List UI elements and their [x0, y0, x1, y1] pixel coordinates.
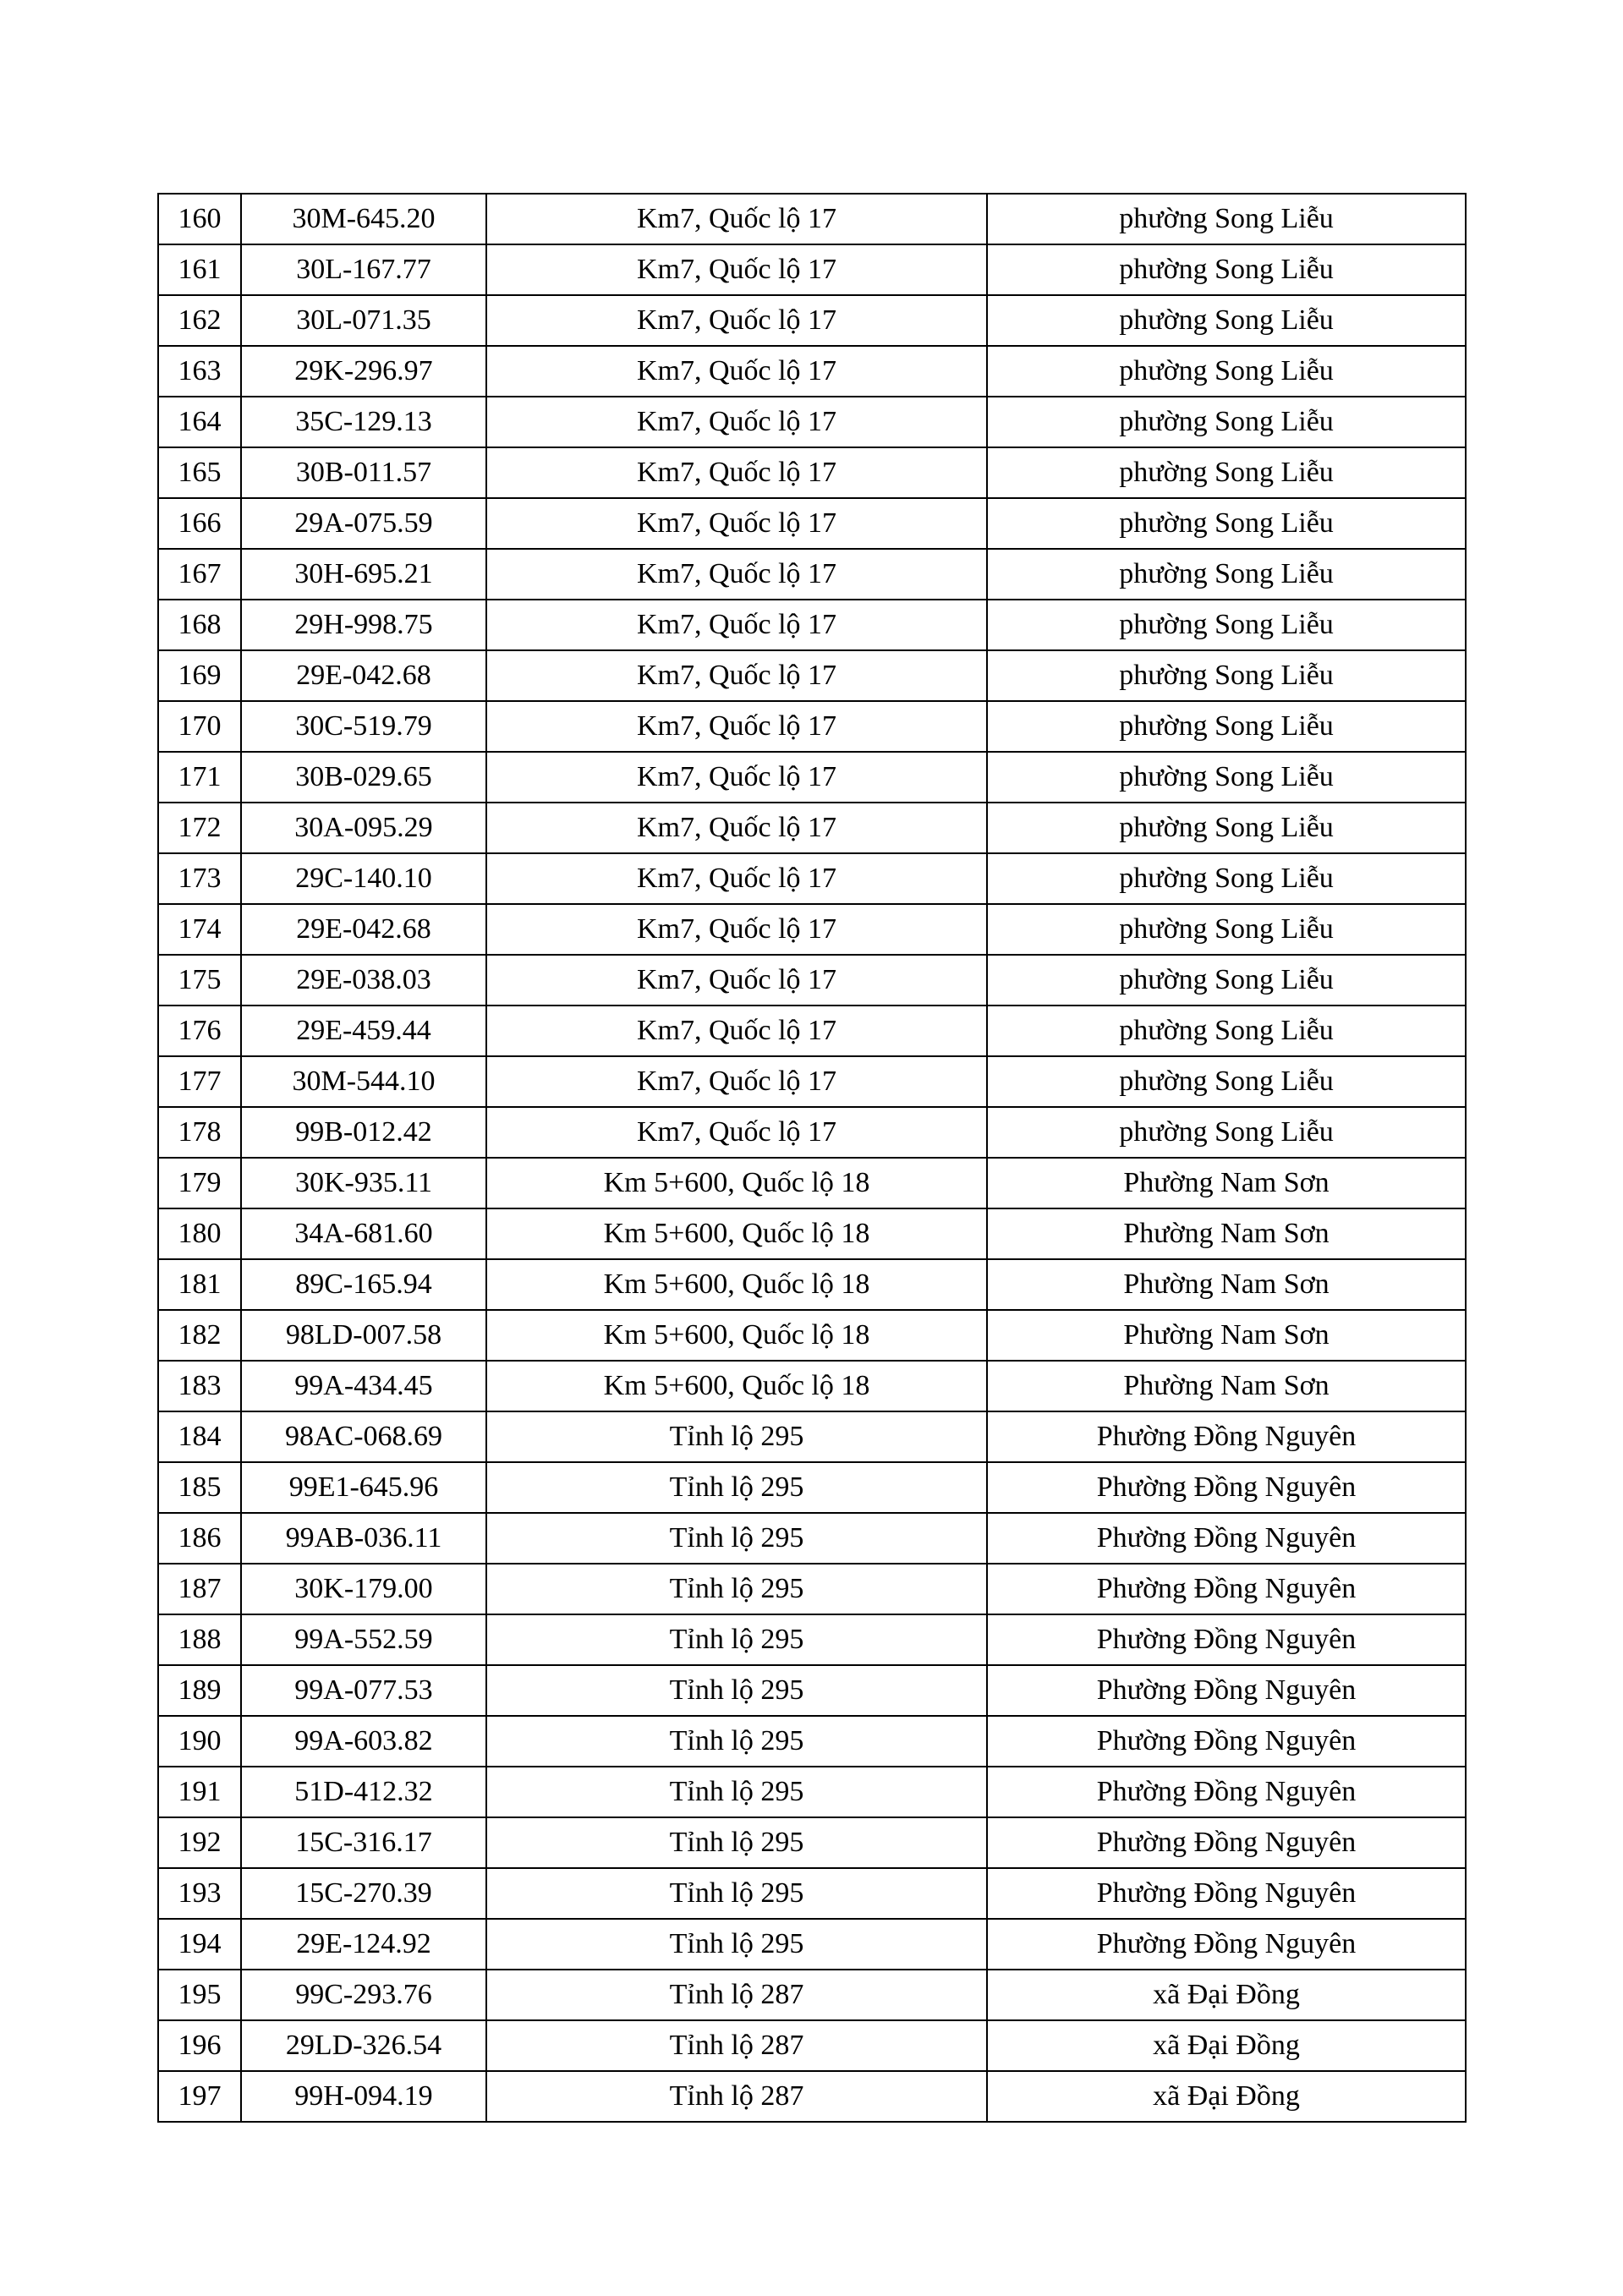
cell-plate-number: 30B-029.65 [241, 752, 486, 803]
cell-location: Tỉnh lộ 295 [486, 1716, 987, 1767]
cell-ward: phường Song Liễu [987, 803, 1466, 853]
cell-stt: 162 [158, 295, 241, 346]
cell-location: Tỉnh lộ 295 [486, 1665, 987, 1716]
table-row [158, 447, 1466, 498]
cell-location: Tỉnh lộ 287 [486, 2071, 987, 2122]
cell-ward: phường Song Liễu [987, 600, 1466, 650]
table-row [158, 549, 1466, 600]
table-row [158, 752, 1466, 803]
cell-ward: Phường Đồng Nguyên [987, 1513, 1466, 1564]
cell-stt: 187 [158, 1564, 241, 1614]
cell-ward: phường Song Liễu [987, 346, 1466, 397]
cell-location: Km7, Quốc lộ 17 [486, 295, 987, 346]
table-row [158, 295, 1466, 346]
table-row [158, 1259, 1466, 1310]
cell-location: Km7, Quốc lộ 17 [486, 244, 987, 295]
table-row [158, 1767, 1466, 1817]
cell-ward: xã Đại Đồng [987, 2020, 1466, 2071]
cell-stt: 163 [158, 346, 241, 397]
cell-ward: phường Song Liễu [987, 244, 1466, 295]
cell-ward: phường Song Liễu [987, 397, 1466, 447]
cell-stt: 166 [158, 498, 241, 549]
cell-plate-number: 98LD-007.58 [241, 1310, 486, 1361]
cell-location: Km7, Quốc lộ 17 [486, 447, 987, 498]
cell-plate-number: 30C-519.79 [241, 701, 486, 752]
cell-stt: 191 [158, 1767, 241, 1817]
cell-location: Km 5+600, Quốc lộ 18 [486, 1208, 987, 1259]
cell-stt: 181 [158, 1259, 241, 1310]
cell-plate-number: 15C-316.17 [241, 1817, 486, 1868]
cell-plate-number: 35C-129.13 [241, 397, 486, 447]
cell-location: Km7, Quốc lộ 17 [486, 803, 987, 853]
cell-location: Km7, Quốc lộ 17 [486, 397, 987, 447]
cell-stt: 164 [158, 397, 241, 447]
cell-ward: Phường Đồng Nguyên [987, 1411, 1466, 1462]
cell-location: Km7, Quốc lộ 17 [486, 701, 987, 752]
cell-location: Tỉnh lộ 295 [486, 1614, 987, 1665]
table-row [158, 194, 1466, 244]
cell-plate-number: 29E-038.03 [241, 955, 486, 1006]
cell-ward: Phường Nam Sơn [987, 1208, 1466, 1259]
table-row [158, 650, 1466, 701]
cell-location: Km 5+600, Quốc lộ 18 [486, 1259, 987, 1310]
cell-ward: Phường Đồng Nguyên [987, 1919, 1466, 1970]
cell-location: Tỉnh lộ 295 [486, 1564, 987, 1614]
cell-ward: phường Song Liễu [987, 498, 1466, 549]
cell-stt: 196 [158, 2020, 241, 2071]
table-row [158, 1208, 1466, 1259]
table-row [158, 1056, 1466, 1107]
cell-location: Tỉnh lộ 295 [486, 1767, 987, 1817]
cell-plate-number: 99E1-645.96 [241, 1462, 486, 1513]
cell-location: Km 5+600, Quốc lộ 18 [486, 1158, 987, 1208]
cell-ward: phường Song Liễu [987, 295, 1466, 346]
cell-location: Km 5+600, Quốc lộ 18 [486, 1361, 987, 1411]
cell-ward: Phường Đồng Nguyên [987, 1716, 1466, 1767]
table-row [158, 1107, 1466, 1158]
table-row [158, 904, 1466, 955]
cell-plate-number: 30K-179.00 [241, 1564, 486, 1614]
table-row [158, 1158, 1466, 1208]
cell-ward: phường Song Liễu [987, 853, 1466, 904]
cell-stt: 176 [158, 1006, 241, 1056]
cell-ward: phường Song Liễu [987, 1107, 1466, 1158]
cell-plate-number: 34A-681.60 [241, 1208, 486, 1259]
cell-location: Tỉnh lộ 295 [486, 1462, 987, 1513]
table-row [158, 1006, 1466, 1056]
cell-plate-number: 29C-140.10 [241, 853, 486, 904]
cell-ward: phường Song Liễu [987, 955, 1466, 1006]
cell-ward: Phường Nam Sơn [987, 1310, 1466, 1361]
cell-ward: phường Song Liễu [987, 701, 1466, 752]
cell-plate-number: 29LD-326.54 [241, 2020, 486, 2071]
table-row [158, 1411, 1466, 1462]
table-row [158, 1817, 1466, 1868]
cell-stt: 192 [158, 1817, 241, 1868]
cell-plate-number: 99A-077.53 [241, 1665, 486, 1716]
table-row [158, 1868, 1466, 1919]
cell-stt: 173 [158, 853, 241, 904]
cell-stt: 190 [158, 1716, 241, 1767]
cell-location: Km 5+600, Quốc lộ 18 [486, 1310, 987, 1361]
table-row [158, 1970, 1466, 2020]
table-body [158, 194, 1466, 2122]
cell-stt: 180 [158, 1208, 241, 1259]
cell-location: Km7, Quốc lộ 17 [486, 1006, 987, 1056]
table-row [158, 1462, 1466, 1513]
cell-location: Km7, Quốc lộ 17 [486, 1107, 987, 1158]
cell-location: Tỉnh lộ 295 [486, 1513, 987, 1564]
cell-plate-number: 99AB-036.11 [241, 1513, 486, 1564]
cell-plate-number: 30M-544.10 [241, 1056, 486, 1107]
cell-plate-number: 99A-552.59 [241, 1614, 486, 1665]
cell-ward: phường Song Liễu [987, 1056, 1466, 1107]
cell-plate-number: 99B-012.42 [241, 1107, 486, 1158]
cell-location: Tỉnh lộ 295 [486, 1919, 987, 1970]
cell-location: Tỉnh lộ 287 [486, 2020, 987, 2071]
cell-ward: phường Song Liễu [987, 1006, 1466, 1056]
cell-plate-number: 15C-270.39 [241, 1868, 486, 1919]
cell-ward: phường Song Liễu [987, 549, 1466, 600]
cell-ward: Phường Nam Sơn [987, 1259, 1466, 1310]
cell-location: Km7, Quốc lộ 17 [486, 600, 987, 650]
cell-stt: 182 [158, 1310, 241, 1361]
cell-ward: Phường Đồng Nguyên [987, 1462, 1466, 1513]
cell-plate-number: 29H-998.75 [241, 600, 486, 650]
cell-ward: Phường Đồng Nguyên [987, 1817, 1466, 1868]
cell-stt: 193 [158, 1868, 241, 1919]
table-row [158, 346, 1466, 397]
table-row [158, 2071, 1466, 2122]
cell-ward: Phường Nam Sơn [987, 1361, 1466, 1411]
cell-plate-number: 29E-459.44 [241, 1006, 486, 1056]
cell-plate-number: 51D-412.32 [241, 1767, 486, 1817]
cell-stt: 169 [158, 650, 241, 701]
table-row [158, 498, 1466, 549]
cell-location: Km7, Quốc lộ 17 [486, 498, 987, 549]
cell-stt: 172 [158, 803, 241, 853]
cell-plate-number: 29E-042.68 [241, 904, 486, 955]
cell-location: Tỉnh lộ 295 [486, 1817, 987, 1868]
cell-stt: 170 [158, 701, 241, 752]
cell-stt: 167 [158, 549, 241, 600]
cell-ward: phường Song Liễu [987, 650, 1466, 701]
cell-location: Km7, Quốc lộ 17 [486, 346, 987, 397]
table-row [158, 1716, 1466, 1767]
cell-ward: phường Song Liễu [987, 194, 1466, 244]
cell-ward: phường Song Liễu [987, 447, 1466, 498]
table-row [158, 1919, 1466, 1970]
table-row [158, 955, 1466, 1006]
cell-stt: 177 [158, 1056, 241, 1107]
cell-ward: phường Song Liễu [987, 904, 1466, 955]
table-row [158, 600, 1466, 650]
cell-stt: 186 [158, 1513, 241, 1564]
cell-plate-number: 29E-124.92 [241, 1919, 486, 1970]
cell-location: Km7, Quốc lộ 17 [486, 650, 987, 701]
cell-location: Km7, Quốc lộ 17 [486, 904, 987, 955]
cell-location: Tỉnh lộ 295 [486, 1868, 987, 1919]
cell-ward: xã Đại Đồng [987, 1970, 1466, 2020]
cell-plate-number: 99C-293.76 [241, 1970, 486, 2020]
cell-location: Tỉnh lộ 287 [486, 1970, 987, 2020]
cell-stt: 188 [158, 1614, 241, 1665]
cell-stt: 160 [158, 194, 241, 244]
cell-plate-number: 29K-296.97 [241, 346, 486, 397]
cell-location: Km7, Quốc lộ 17 [486, 549, 987, 600]
cell-plate-number: 30A-095.29 [241, 803, 486, 853]
table-row [158, 853, 1466, 904]
table-row [158, 1513, 1466, 1564]
table-row [158, 1665, 1466, 1716]
cell-plate-number: 29A-075.59 [241, 498, 486, 549]
cell-stt: 189 [158, 1665, 241, 1716]
table-row [158, 1310, 1466, 1361]
cell-location: Km7, Quốc lộ 17 [486, 194, 987, 244]
cell-stt: 184 [158, 1411, 241, 1462]
cell-plate-number: 30L-071.35 [241, 295, 486, 346]
cell-ward: Phường Nam Sơn [987, 1158, 1466, 1208]
cell-stt: 174 [158, 904, 241, 955]
cell-plate-number: 30B-011.57 [241, 447, 486, 498]
table-row [158, 1361, 1466, 1411]
vehicle-list-table-container [157, 193, 1465, 2123]
cell-plate-number: 30M-645.20 [241, 194, 486, 244]
cell-stt: 183 [158, 1361, 241, 1411]
table-row [158, 1564, 1466, 1614]
cell-stt: 168 [158, 600, 241, 650]
cell-stt: 175 [158, 955, 241, 1006]
cell-ward: xã Đại Đồng [987, 2071, 1466, 2122]
cell-ward: Phường Đồng Nguyên [987, 1665, 1466, 1716]
table-row [158, 244, 1466, 295]
vehicle-list-table [157, 193, 1467, 2123]
cell-ward: Phường Đồng Nguyên [987, 1767, 1466, 1817]
cell-plate-number: 99A-434.45 [241, 1361, 486, 1411]
cell-location: Km7, Quốc lộ 17 [486, 752, 987, 803]
cell-plate-number: 99A-603.82 [241, 1716, 486, 1767]
cell-location: Km7, Quốc lộ 17 [486, 853, 987, 904]
cell-location: Tỉnh lộ 295 [486, 1411, 987, 1462]
cell-stt: 197 [158, 2071, 241, 2122]
cell-stt: 165 [158, 447, 241, 498]
cell-plate-number: 98AC-068.69 [241, 1411, 486, 1462]
table-row [158, 397, 1466, 447]
cell-stt: 185 [158, 1462, 241, 1513]
cell-stt: 195 [158, 1970, 241, 2020]
cell-plate-number: 30H-695.21 [241, 549, 486, 600]
cell-ward: Phường Đồng Nguyên [987, 1868, 1466, 1919]
cell-ward: Phường Đồng Nguyên [987, 1564, 1466, 1614]
cell-stt: 161 [158, 244, 241, 295]
cell-location: Km7, Quốc lộ 17 [486, 1056, 987, 1107]
cell-plate-number: 30K-935.11 [241, 1158, 486, 1208]
table-row [158, 803, 1466, 853]
cell-stt: 179 [158, 1158, 241, 1208]
cell-stt: 178 [158, 1107, 241, 1158]
cell-stt: 194 [158, 1919, 241, 1970]
cell-location: Km7, Quốc lộ 17 [486, 955, 987, 1006]
table-row [158, 1614, 1466, 1665]
cell-plate-number: 99H-094.19 [241, 2071, 486, 2122]
table-row [158, 2020, 1466, 2071]
cell-plate-number: 89C-165.94 [241, 1259, 486, 1310]
cell-ward: phường Song Liễu [987, 752, 1466, 803]
cell-ward: Phường Đồng Nguyên [987, 1614, 1466, 1665]
cell-plate-number: 29E-042.68 [241, 650, 486, 701]
table-row [158, 701, 1466, 752]
cell-plate-number: 30L-167.77 [241, 244, 486, 295]
cell-stt: 171 [158, 752, 241, 803]
